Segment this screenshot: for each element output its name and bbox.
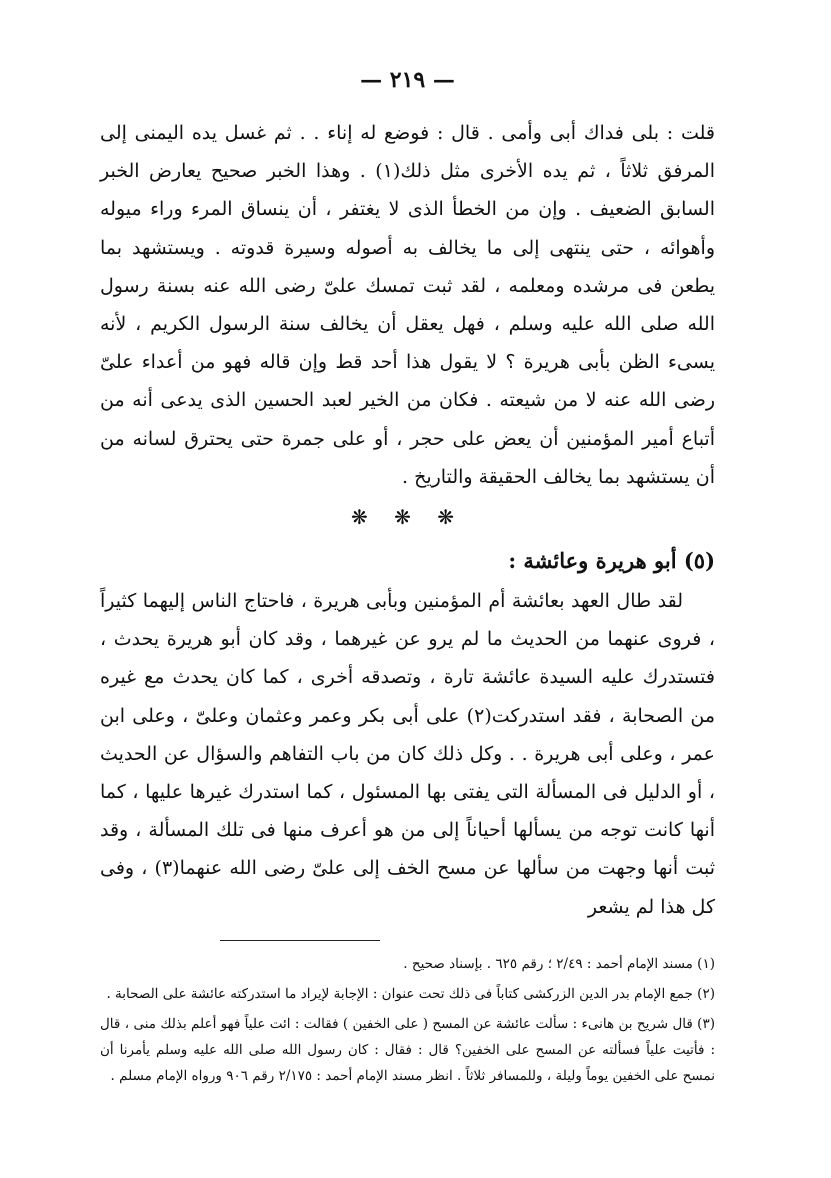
footnotes bbox=[100, 951, 715, 1089]
footnote-2: (٢) جمع الإمام بدر الدين الزركشى كتاباً فى ذلك تحت عنوان : الإجابة لإيراد ما استدركته عائشة على الصحابة . bbox=[106, 985, 715, 1002]
page-number: — ٢١٩ — bbox=[360, 67, 455, 93]
ornament-divider: ❋ ❋ ❋ bbox=[351, 505, 464, 530]
paragraph: لقد طال العهد بعائشة أم المؤمنين وبأبى هريرة ، فاحتاج الناس إليهما كثيراً ، فروى عنهما من الحديث ما لم يرو عن غيرهما ، وقد كان أبو هريرة يحدث ، فتستدرك عليه السيدة عائشة تارة ، وتصدقه أخرى ، كما كان يحدث مع غيره من الصحابة ، فقد استدركت(٢) على أبى بكر وعمر وعثمان وعلىّ ، وعلى ابن عمر ، وعلى أبى هريرة . . وكل ذلك كان من باب التفاهم والسؤال عن الحديث ، أو الدليل فى المسألة التى يفتى بها المسئول ، كما استدرك غيرها عليها ، كما أنها كانت توجه من يسألها أحياناً إلى من هو أعرف منها فى تلك المسألة ، وقد ثبت أنها وجهت من سألها عن مسح الخف إلى علىّ رضى الله عنهما(٣) ، وفى كل هذا لم يشعر bbox=[100, 590, 715, 918]
section-heading: (٥) أبو هريرة وعائشة : bbox=[508, 548, 715, 574]
footnote-3: (٣) قال شريح بن هانىء : سألت عائشة عن المسح ( على الخفين ) فقالت : ائت علياً فهو أعلم بذلك منى ، قال : فأتيت علياً فسألته عن المسح على الخفين؟ قال : فقال : كان رسول الله صلى الله عليه وسلم يأمرنا أن نمسح على الخفين يوماً وليلة ، وللمسافر ثلاثاً . انظر مسند الإمام أحمد : ٢/١٧٥ رقم ٩٠٦ ورواه الإمام مسلم . bbox=[100, 1015, 715, 1084]
main-text bbox=[100, 114, 715, 496]
section-text bbox=[100, 582, 715, 926]
footnote-1: (١) مسند الإمام أحمد : ٢/٤٩ ؛ رقم ٦٢٥ . بإسناد صحيح . bbox=[403, 955, 715, 972]
paragraph: قلت : بلى فداك أبى وأمى . قال : فوضع له إناء . . ثم غسل يده اليمنى إلى المرفق ثلاثاً ، ثم يده الأخرى مثل ذلك(١) . وهذا الخبر صحيح يعارض الخبر السابق الضعيف . وإن من الخطأ الذى لا يغتفر ، أن ينساق المرء وراء ميوله وأهوائه ، حتى ينتهى إلى ما يخالف به أصوله وسيرة قدوته . ويستشهد بما يطعن فى مرشده ومعلمه ، لقد ثبت تمسك علىّ رضى الله عنه بسنة رسول الله صلى الله عليه وسلم ، فهل يعقل أن يخالف سنة الرسول الكريم ، لأنه يسىء الظن بأبى هريرة ؟ لا يقول هذا أحد قط وإن قاله فهو من أعداء علىّ رضى الله عنه لا من شيعته . فكان من الخير لعبد الحسين الذى يدعى أنه من أتباع أمير المؤمنين أن يعض على حجر ، أو على جمرة حتى يحترق لسانه من أن يستشهد بما يخالف الحقيقة والتاريخ . bbox=[100, 122, 715, 488]
book-page bbox=[100, 60, 715, 1093]
footnote-separator bbox=[220, 940, 380, 941]
